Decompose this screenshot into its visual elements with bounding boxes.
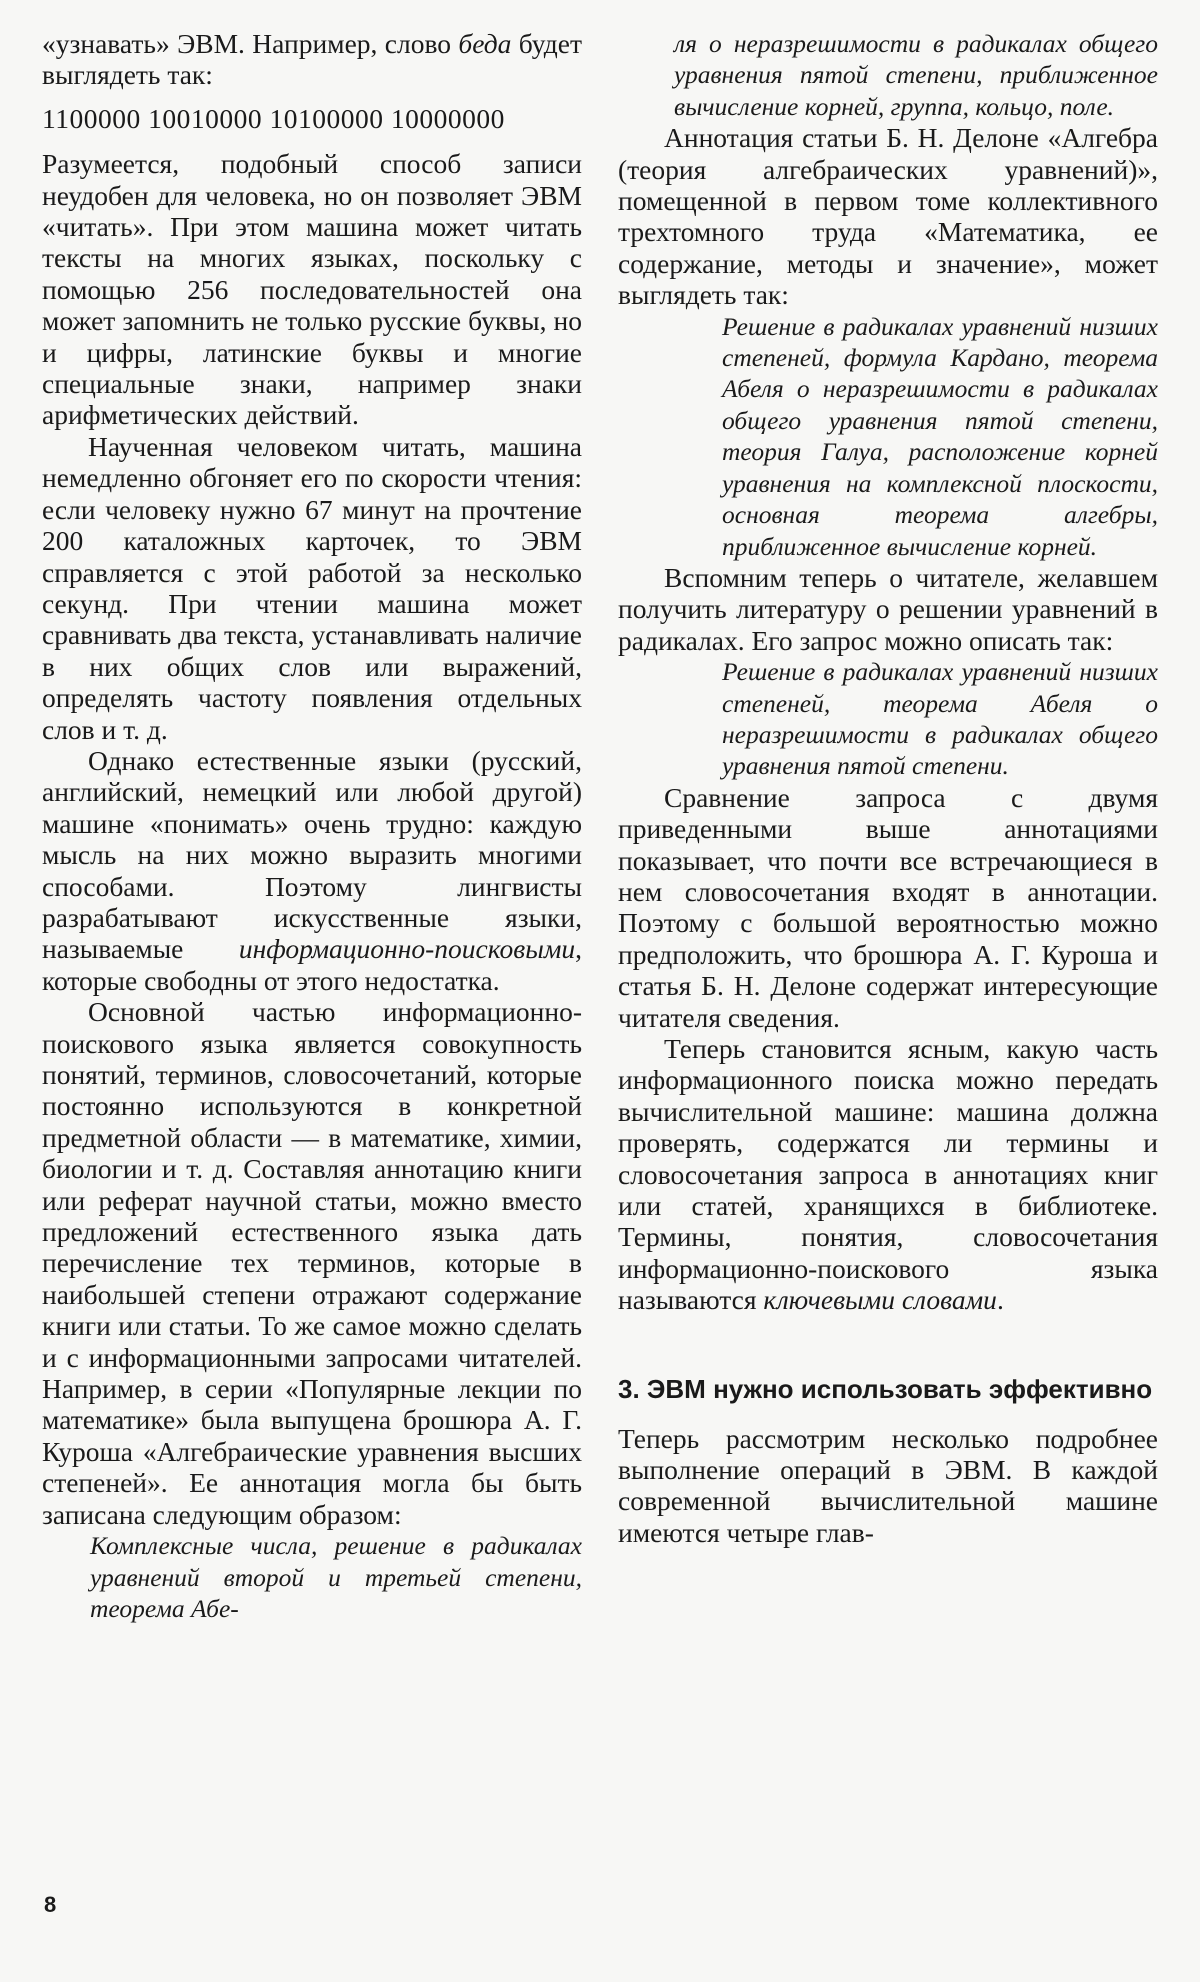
paragraph-3: Наученная человеком читать, машина немедленно обгоняет его по скорости чтения: если человеку нужно 67 минут на прочтение 200 каталожных карточек, то ЭВМ справляется с этой работой за несколько секунд. При чтении машина может сравнивать два текста, устанавливать наличие в них общих слов или выражений, определять частоту появления отдельных слов и т. д. [42,430,582,745]
reader-query: Решение в радикалах уравнений низших степеней, теорема Абеля о неразрешимости в радикалах общего уравнения пятой степени. [722,657,1158,781]
annotation-delone: Решение в радикалах уравнений низших степеней, формула Кардано, теорема Абеля о неразрешимости в радикалах общего уравнения пятой степени, теория Галуа, расположение корней уравнения на комплексной плоскости, основная теорема алгебры, приближенное вычисление корней. [722,311,1158,561]
binary-code-line: 1100000 10010000 10100000 10000000 [42,102,505,134]
paragraph-6: Аннотация статьи Б. Н. Делоне «Алгебра (теория алгебраических уравнений)», помещенной в первом томе коллективного трехтомного труда «Математика, ее содержание, методы и значение», может выглядеть так: [618,122,1158,311]
left-column [42,28,582,1624]
paragraph-8: Сравнение запроса с двумя приведенными выше аннотациями показывает, что почти все встречающиеся в нем словосочетания входят в аннотации. Поэтому с большой вероятностью можно предположить, что брошюра А. Г. Куроша и статья Б. Н. Делоне содержат интересующие читателя сведения. [618,781,1158,1033]
page-number: 8 [44,1892,57,1917]
paragraph-1: «узнавать» ЭВМ. Например, слово беда будет выглядеть так: [42,28,582,91]
annotation-kurosh-continued: ля о неразрешимости в радикалах общего уравнения пятой степени, приближенное вычисление корней, группа, кольцо, поле. [674,29,1158,121]
annotation-kurosh: Комплексные числа, решение в радикалах уравнений второй и третьей степени, теорема Абе- [90,1531,582,1623]
paragraph-7: Вспомним теперь о читателе, желавшем получить литературу о решении уравнений в радикалах. Его запрос можно описать так: [618,561,1158,656]
section-heading: 3. ЭВМ нужно использовать эффективно [618,1373,1153,1404]
paragraph-10: Теперь рассмотрим несколько подробнее выполнение операций в ЭВМ. В каждой современной вычислительной машине имеются четыре глав- [618,1422,1158,1548]
right-column [618,28,1158,1548]
paragraph-5: Основной частью информационно-поискового языка является совокупность понятий, терминов, словосочетаний, которые постоянно используются в конкретной предметной области — в математике, химии, биологии и т. д. Составляя аннотацию книги или реферат научной статьи, можно вместо предложений естественного языка дать перечисление тех терминов, которые в наибольшей степени отражают содержание книги или статьи. То же самое можно сделать и с информационными запросами читателей. Например, в серии «Популярные лекции по математике» была выпущена брошюра А. Г. Куроша «Алгебраические уравнения высших степеней». Ее аннотация могла бы быть записана следующим образом: [42,996,582,1530]
paragraph-9: Теперь становится ясным, какую часть информационного поиска можно передать вычислительной машине: машина должна проверять, содержатся ли термины и словосочетания запроса в аннотациях книг или статей, хранящихся в библиотеке. Термины, понятия, словосочетания информационно-поискового языка называются ключевыми словами. [618,1033,1158,1316]
paragraph-2: Разумеется, подобный способ записи неудобен для человека, но он позволяет ЭВМ «читать». При этом машина может читать тексты на многих языках, поскольку с помощью 256 последовательностей она может запомнить не только русские буквы, но и цифры, латинские буквы и многие специальные знаки, например знаки арифметических действий. [42,148,582,431]
paragraph-4: Однако естественные языки (русский, английский, немецкий или любой другой) машине «понимать» очень трудно: каждую мысль на них можно выразить многими способами. Поэтому лингвисты разрабатывают искусственные языки, называемые информационно-поисковыми, которые свободны от этого недостатка. [42,744,582,996]
